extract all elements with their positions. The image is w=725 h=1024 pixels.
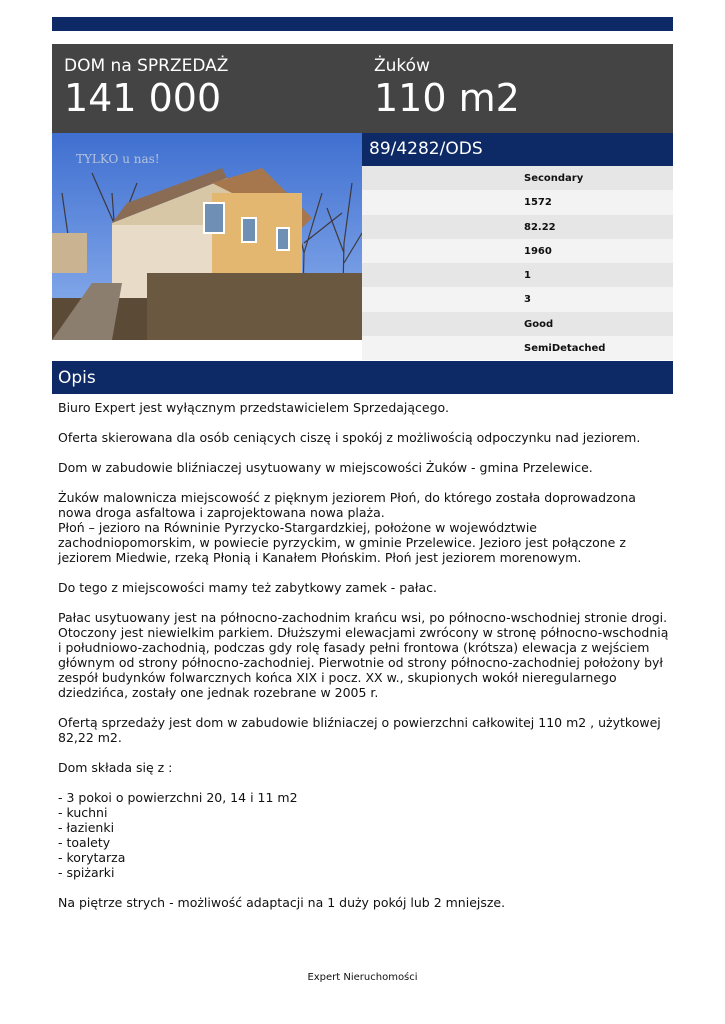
- attribute-row: [362, 312, 673, 336]
- reference-number: 89/4282/ODS: [369, 139, 483, 159]
- description-paragraph: Biuro Expert jest wyłącznym przedstawicielem Sprzedającego.: [58, 400, 449, 415]
- description-paragraph: Pałac usytuowany jest na północno-zachodnim krańcu wsi, po północno-wschodniej stronie drogi. Otoczony jest niewielkim parkiem. Dłuższymi elewacjami zwrócony w stronę północno-wschodnią i południowo-zachodnią, podczas gdy rolę fasady pełni frontowa (krótsza) elewacja z wejściem głównym od strony północno-zachodniej. Pierwotnie od strony północno-zachodniej położony był zespół budynków folwarcznych końca XIX i pocz. XX w., skupionych wokół nieregularnego dziedzińca, zostały one jednak rozebrane w 2005 r.: [58, 610, 669, 700]
- property-photo: [52, 133, 362, 340]
- photo-watermark: TYLKO u nas!: [76, 152, 160, 166]
- attribute-row: [362, 263, 673, 287]
- description-paragraph: Żuków malownicza miejscowość z pięknym jeziorem Płoń, do którego została doprowadzona nowa droga asfaltowa i zaprojektowana nowa plaża.: [58, 490, 636, 520]
- list-item: - kuchni: [58, 805, 108, 820]
- footer-text: Expert Nieruchomości: [307, 972, 418, 983]
- list-item: - 3 pokoi o powierzchni 20, 14 i 11 m2: [58, 790, 298, 805]
- attribute-row: [362, 166, 673, 190]
- attribute-value: 1960: [524, 245, 552, 257]
- list-item: - łazienki: [58, 820, 115, 835]
- attribute-value: 1: [524, 270, 531, 282]
- description-header: [52, 361, 673, 394]
- attribute-row: [362, 287, 673, 311]
- attribute-value: Secondary: [524, 173, 584, 184]
- top-accent-bar: [52, 17, 673, 31]
- description-paragraph: Dom składa się z :: [58, 760, 173, 775]
- description-paragraph: Na piętrze strych - możliwość adaptacji na 1 duży pokój lub 2 mniejsze.: [58, 895, 506, 910]
- description-paragraph: Do tego z miejscowości mamy też zabytkowy zamek - pałac.: [58, 580, 437, 595]
- description-paragraph: Oferta skierowana dla osób ceniących ciszę i spokój z możliwością odpoczynku nad jeziorem.: [58, 430, 641, 445]
- attribute-row: [362, 336, 673, 360]
- header-left: [64, 56, 228, 118]
- attribute-value: 3: [524, 294, 531, 306]
- attribute-row: [362, 239, 673, 263]
- attribute-row: [362, 190, 673, 214]
- description-paragraph: Ofertą sprzedaży jest dom w zabudowie bliźniaczej o powierzchni całkowitej 110 m2 , użytkowej 82,22 m2.: [58, 715, 661, 745]
- description-body: [58, 400, 670, 925]
- listing-location: Żuków: [374, 56, 430, 76]
- description-title: Opis: [58, 368, 96, 388]
- list-item: - spiżarki: [58, 865, 115, 880]
- description-paragraph: Płoń – jezioro na Równinie Pyrzycko-Stargardzkiej, położone w województwie zachodniopomorskim, w powiecie pyrzyckim, w gminie Przelewice. Jezioro jest połączone z jeziorem Miedwie, rzeką Płonią i Kanałem Płońskim. Płoń jest jeziorem morenowym.: [58, 520, 626, 565]
- rooms-list: [58, 790, 670, 880]
- listing-type: DOM na SPRZEDAŻ: [64, 56, 229, 76]
- description-paragraph: Dom w zabudowie bliźniaczej usytuowany w miejscowości Żuków - gmina Przelewice.: [58, 460, 593, 475]
- list-item: - toalety: [58, 835, 111, 850]
- listing-area: 110 m2: [374, 76, 520, 120]
- attribute-value: Good: [524, 318, 554, 330]
- attribute-value: 1572: [524, 197, 552, 209]
- reference-bar: [362, 133, 673, 166]
- attribute-row: [362, 215, 673, 239]
- attribute-value: SemiDetached: [524, 343, 606, 355]
- attribute-value: 82.22: [524, 221, 556, 233]
- listing-header: [52, 44, 673, 133]
- listing-price: 141 000: [64, 76, 222, 120]
- header-right: [374, 56, 520, 118]
- list-item: - korytarza: [58, 850, 126, 865]
- attributes-table: [362, 166, 673, 360]
